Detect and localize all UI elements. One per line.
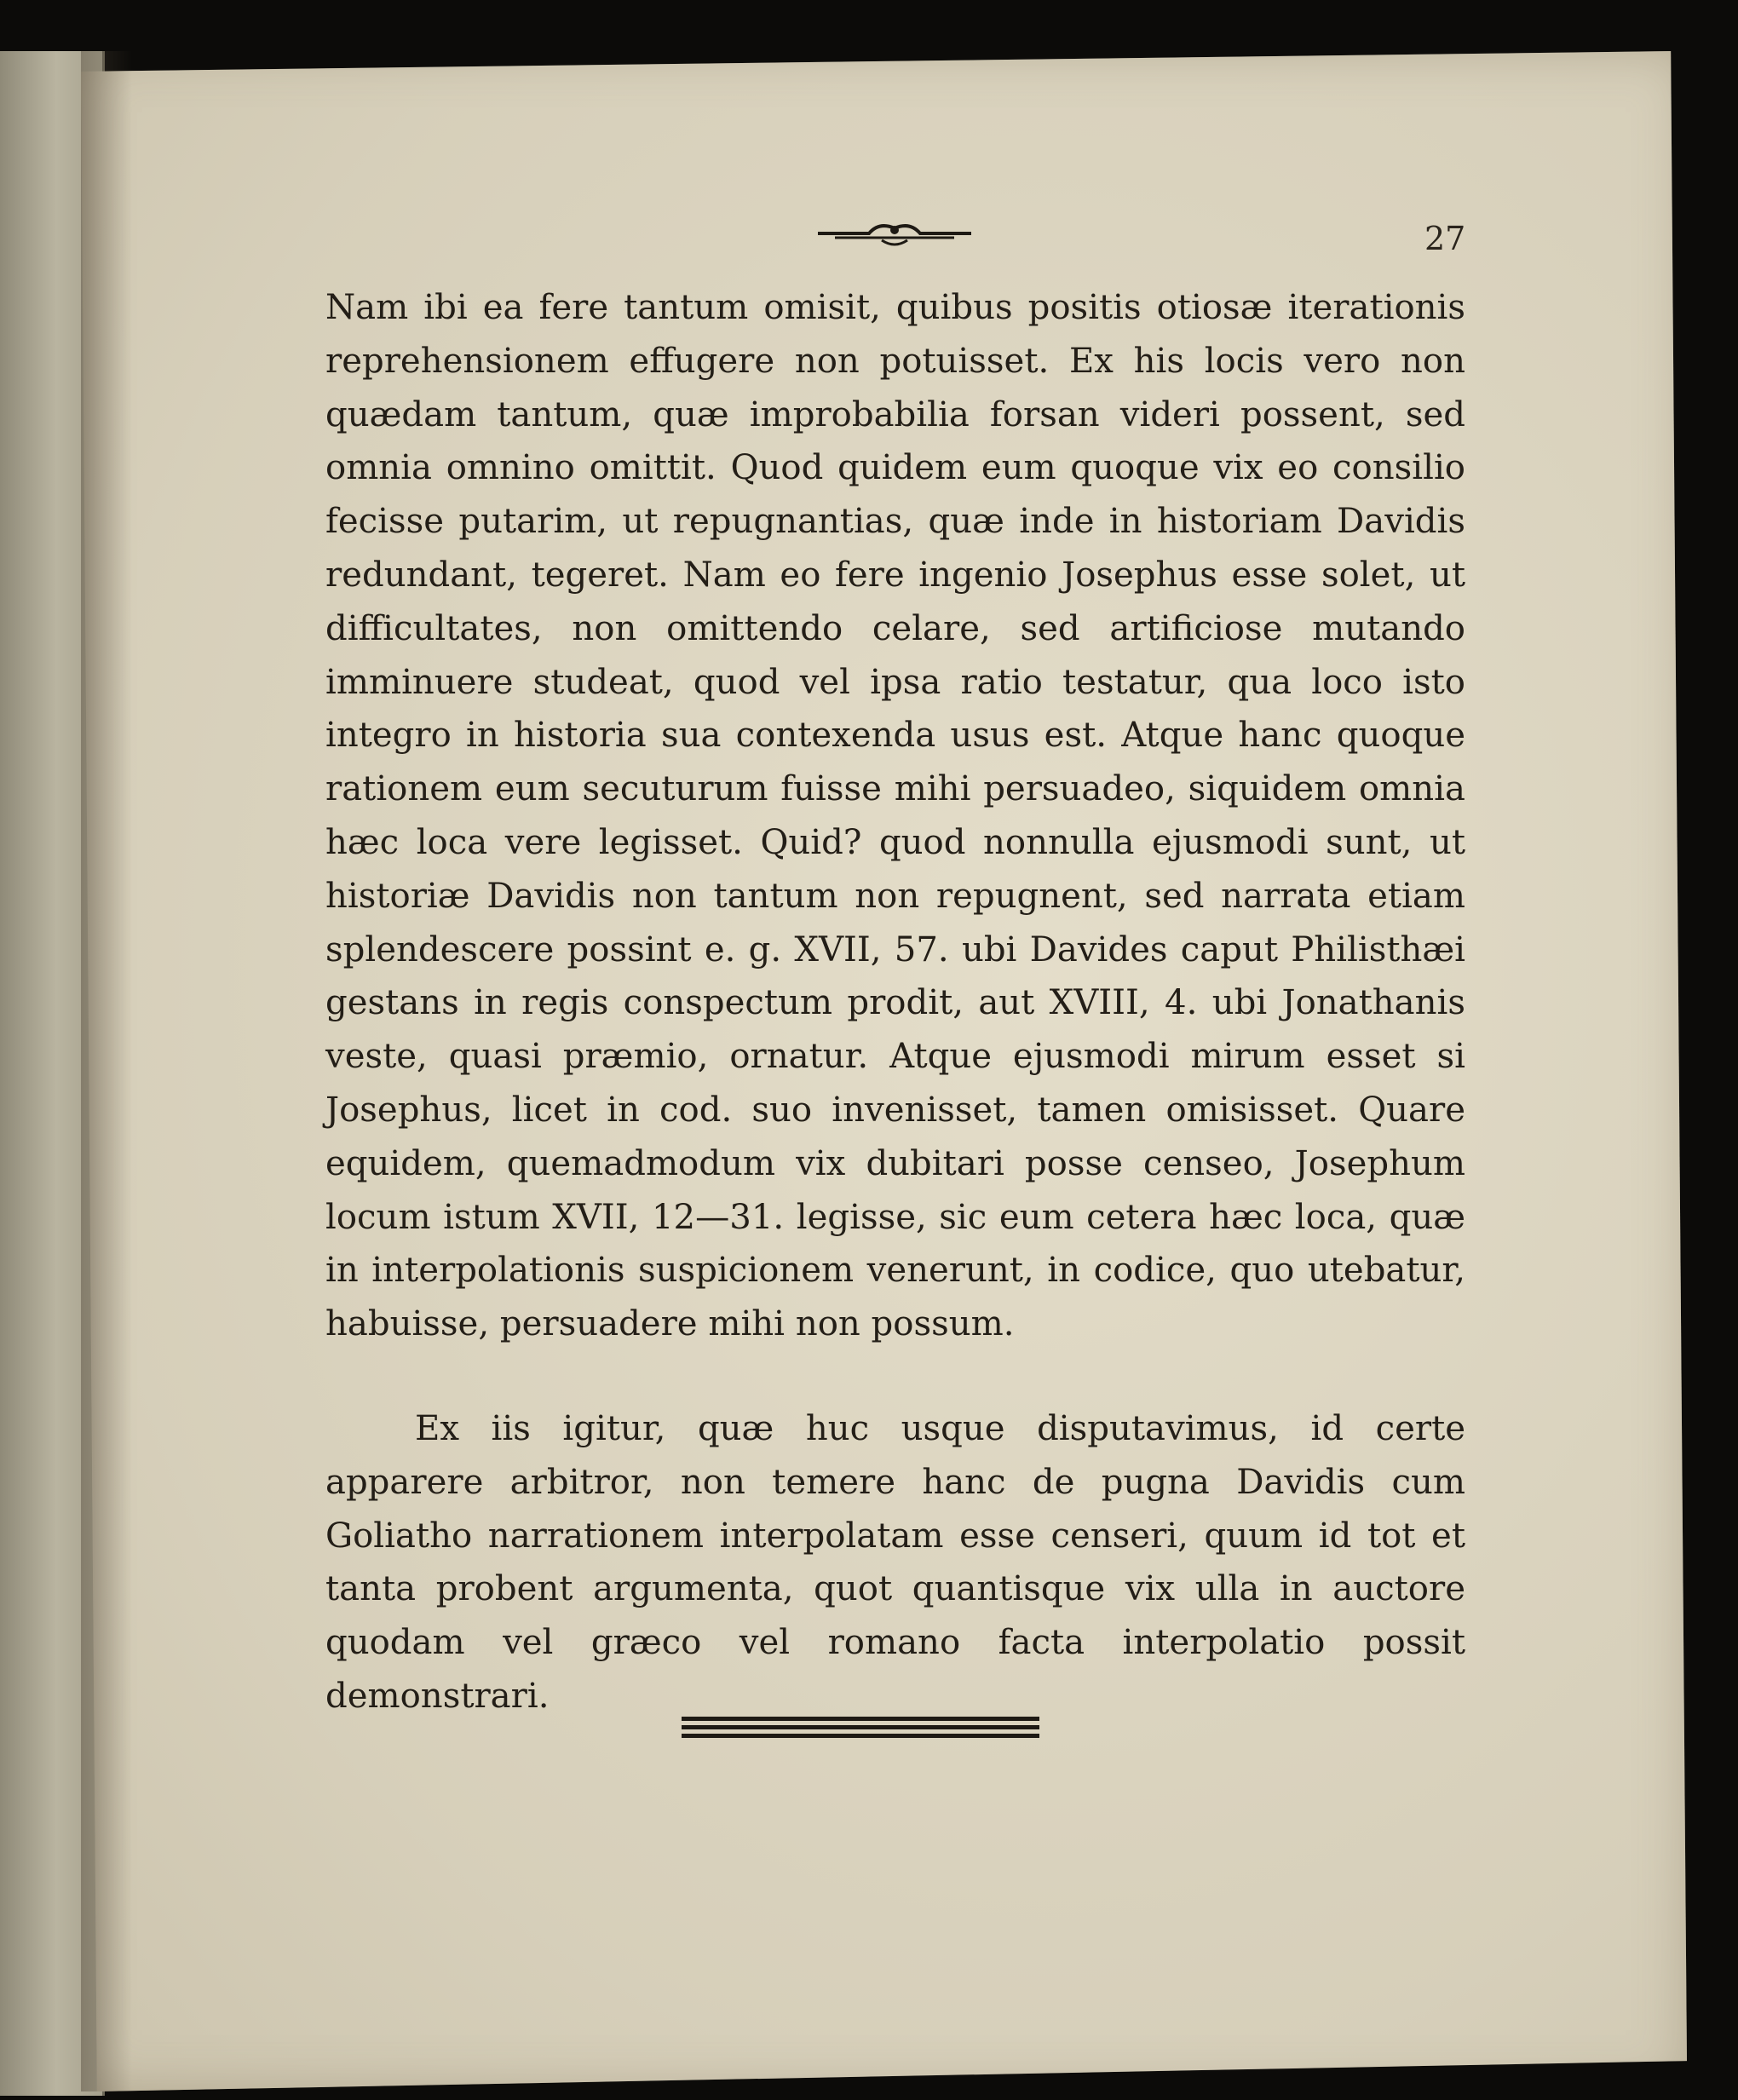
header-ornament-icon <box>809 215 980 249</box>
body-text <box>325 281 1465 1723</box>
paragraph-2: Ex iis igitur, quæ huc usque disputavimus, id certe apparere arbitror, non temere hanc de pugna Davidis cum Goliatho narrationem interpolatam esse censeri, quum id tot et tanta probent argumenta, quot quantisque vix ulla in auctore quodam vel græco vel romano facta interpolatio possit demonstrari. <box>325 1408 1465 1716</box>
page-gutter-shadow <box>81 51 132 2091</box>
closing-rule <box>682 1717 1039 1740</box>
page-number: 27 <box>1424 220 1466 257</box>
paragraph-1: Nam ibi ea fere tantum omisit, quibus positis otiosæ iterationis reprehensionem effugere non potuisset. Ex his locis vero non quædam tantum, quæ improbabilia forsan videri possent, sed omnia omnino omittit. Quod quidem eum quoque vix eo consilio fecisse putarim, ut repugnantias, quæ inde in historiam Davidis redundant, tegeret. Nam eo fere ingenio Josephus esse solet, ut difficultates, non omittendo celare, sed artificiose mutando imminuere studeat, quod vel ipsa ratio testatur, qua loco isto integro in historia sua contexenda usus est. Atque hanc quoque rationem eum secuturum fuisse mihi persuadeo, siquidem omnia hæc loca vere legisset. Quid? quod nonnulla ejusmodi sunt, ut historiæ Davidis non tantum non repugnent, sed narrata etiam splendescere possint e. g. XVII, 57. ubi Davides caput Philisthæi gestans in regis conspectum prodit, aut XVIII, 4. ubi Jonathanis veste, quasi præmio, ornatur. Atque ejusmodi mirum esset si Josephus, licet in cod. suo invenisset, tamen omisisset. Quare equidem, quemadmodum vix dubitari posse censeo, Josephum locum istum XVII, 12—31. legisse, sic eum cetera hæc loca, quæ in interpolationis suspicionem venerunt, in codice, quo utebatur, habuisse, persuadere mihi non possum. <box>325 288 1465 1344</box>
